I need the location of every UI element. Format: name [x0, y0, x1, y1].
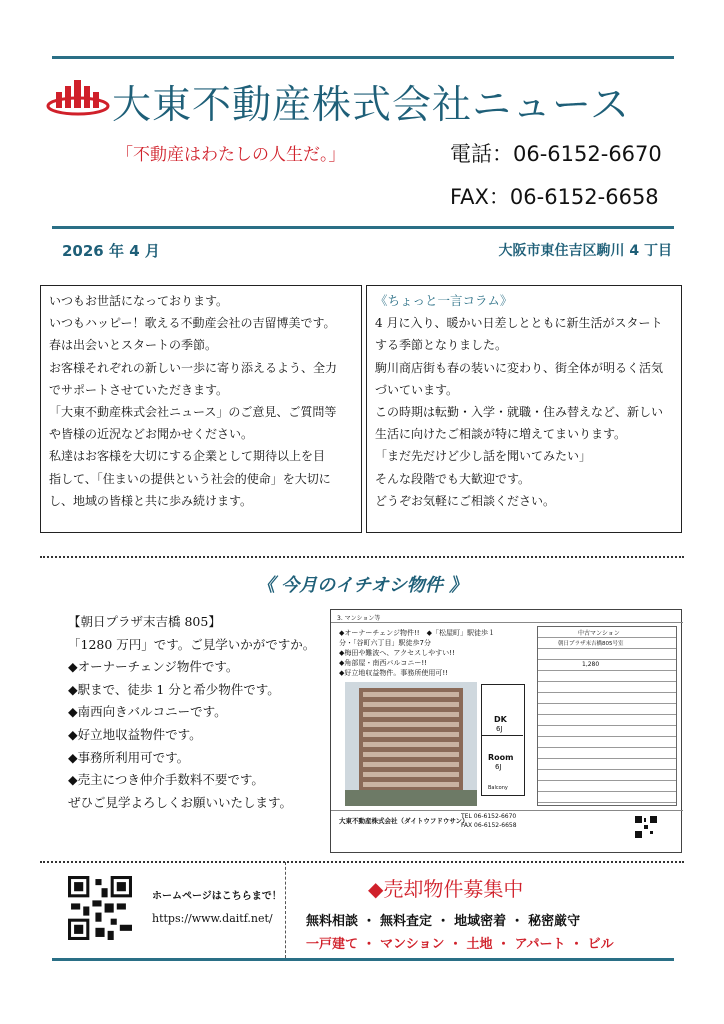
property-line: ◆売主につき仲介手数料不要です。 — [68, 772, 264, 788]
property-line: 「1280 万円」です。ご見学いかがですか。 — [68, 636, 316, 652]
qr-code-icon[interactable] — [68, 876, 132, 940]
page-title: 大東不動産株式会社ニュース — [112, 83, 631, 128]
flyer-point: ◆角部屋・南西バルコニー!! — [339, 659, 427, 667]
flyer-category: 3. マンション等 — [337, 615, 381, 622]
flyer-point: 分・「谷町六丁目」駅徒歩7分 — [339, 639, 431, 647]
property-line: ◆駅まで、徒歩 1 分と希少物件です。 — [68, 681, 280, 697]
greeting-line: 私達はお客様を大切にする企業として期待以上を目 — [49, 449, 326, 464]
plan-room-dk-size: 6J — [496, 725, 503, 733]
column-line: する季節となりました。 — [375, 338, 508, 353]
property-line: ◆南西向きバルコニーです。 — [68, 704, 227, 720]
flyer-point: ◆好立地収益物件。事務所使用可!! — [339, 669, 448, 677]
plan-room-size: 6J — [495, 763, 502, 771]
bottom-rule — [52, 958, 674, 961]
flyer-point: ◆オーナーチェンジ物件!! ◆「松屋町」駅徒歩１ — [339, 629, 495, 637]
greeting-line: いつもお世話になっております。 — [49, 294, 229, 308]
greeting-line: 春は出会いとスタートの季節。 — [49, 338, 218, 353]
plan-divider — [482, 735, 523, 736]
top-rule — [52, 56, 674, 59]
spec-type: 中古マンション — [578, 630, 620, 637]
property-line: 【朝日プラザ末吉橋 805】 — [68, 614, 221, 629]
greeting-line: お客様それぞれの新しい一歩に寄り添えるよう、全力 — [49, 360, 338, 375]
column-line: 「まだ先だけど少し話を聞いてみたい」 — [375, 449, 592, 464]
greeting-line: 指して、「住まいの提供という社会的使命」を大切に — [49, 471, 331, 486]
column-line: 生活に向けたご相談が特に増えてまいります。 — [375, 427, 627, 442]
sale-wanted-title: ◆売却物件募集中 — [368, 877, 524, 901]
spec-price: 1,280 — [582, 661, 600, 668]
building-photo — [345, 682, 477, 806]
plan-room: Room — [488, 753, 514, 762]
flyer-fax: FAX 06-6152-6658 — [461, 822, 517, 829]
featured-property-list — [68, 611, 315, 814]
issue-date: 2026 年 4 月 — [62, 242, 160, 260]
fax-number: FAX：06-6152-6658 — [450, 185, 659, 209]
property-line: ◆好立地収益物件です。 — [68, 726, 202, 742]
column-line: この時期は転勤・入学・就職・住み替えなど、新しい — [375, 405, 664, 420]
greeting-line: でサポートさせていただきます。 — [49, 382, 229, 397]
featured-property-title: 《 今月のイチオシ物件 》 — [256, 575, 468, 596]
property-line: ◆事務所利用可です。 — [68, 749, 190, 765]
spec-name: 朝日プラザ末吉橋805号室 — [558, 641, 624, 647]
column-line: そんな段階でも大歓迎です。 — [375, 471, 531, 486]
floor-plan — [481, 684, 525, 796]
property-type-list: 一戸建て ・ マンション ・ 土地 ・ アパート ・ ビル — [306, 937, 614, 952]
flyer-tel: TEL 06-6152-6670 — [461, 813, 517, 820]
plan-balcony: Balcony — [488, 785, 508, 791]
property-flyer — [330, 609, 682, 853]
section-divider — [40, 556, 684, 558]
homepage-label: ホームページはこちらまで！ — [152, 891, 282, 902]
column-line: づいています。 — [375, 382, 459, 397]
spec-table — [537, 626, 677, 806]
column-box — [366, 285, 682, 533]
flyer-company: 大東不動産株式会社（ダイトウフドウサン） — [339, 817, 469, 825]
column-line: 駒川商店街も春の装いに変わり、街全体が明るく活気 — [375, 360, 664, 375]
slogan: 「不動産はわたしの人生だ。」 — [116, 145, 346, 165]
greeting-line: や皆様の近況などお聞かせください。 — [49, 427, 254, 442]
greeting-line: 「大東不動産株式会社ニュース」のご意見、ご質問等 — [49, 405, 337, 420]
flyer-footer-line — [331, 810, 683, 811]
flyer-header-line — [331, 622, 683, 623]
column-line: どうぞお気軽にご相談ください。 — [375, 493, 556, 508]
greeting-box — [40, 285, 362, 533]
property-line: ぜひご見学よろしくお願いいたします。 — [68, 794, 293, 810]
plan-room-dk: DK — [494, 715, 507, 724]
service-list: 無料相談 ・ 無料査定 ・ 地域密着 ・ 秘密厳守 — [306, 914, 581, 929]
column-line: 4 月に入り、暖かい日差しとともに新生活がスタート — [375, 316, 663, 331]
footer-divider — [285, 862, 286, 958]
flyer-points-box — [339, 628, 535, 682]
phone-number: 電話：06-6152-6670 — [450, 142, 662, 166]
greeting-line: し、地域の皆様と共に歩み続けます。 — [49, 493, 253, 508]
column-title: 《ちょっと一言コラム》 — [375, 293, 513, 308]
building-logo-icon — [46, 76, 110, 116]
flyer-qr-icon — [635, 816, 657, 838]
mid-rule — [52, 226, 674, 229]
homepage-link[interactable]: https://www.daitf.net/ — [152, 912, 273, 925]
flyer-point: ◆梅田や難波へ、アクセスしやすい!! — [339, 649, 455, 657]
section-divider — [40, 861, 684, 863]
property-line: ◆オーナーチェンジ物件です。 — [68, 659, 239, 675]
company-address: 大阪市東住吉区駒川 4 丁目 — [498, 243, 672, 259]
greeting-line: いつもハッピー！歌える不動産会社の吉留博美です。 — [49, 316, 336, 331]
